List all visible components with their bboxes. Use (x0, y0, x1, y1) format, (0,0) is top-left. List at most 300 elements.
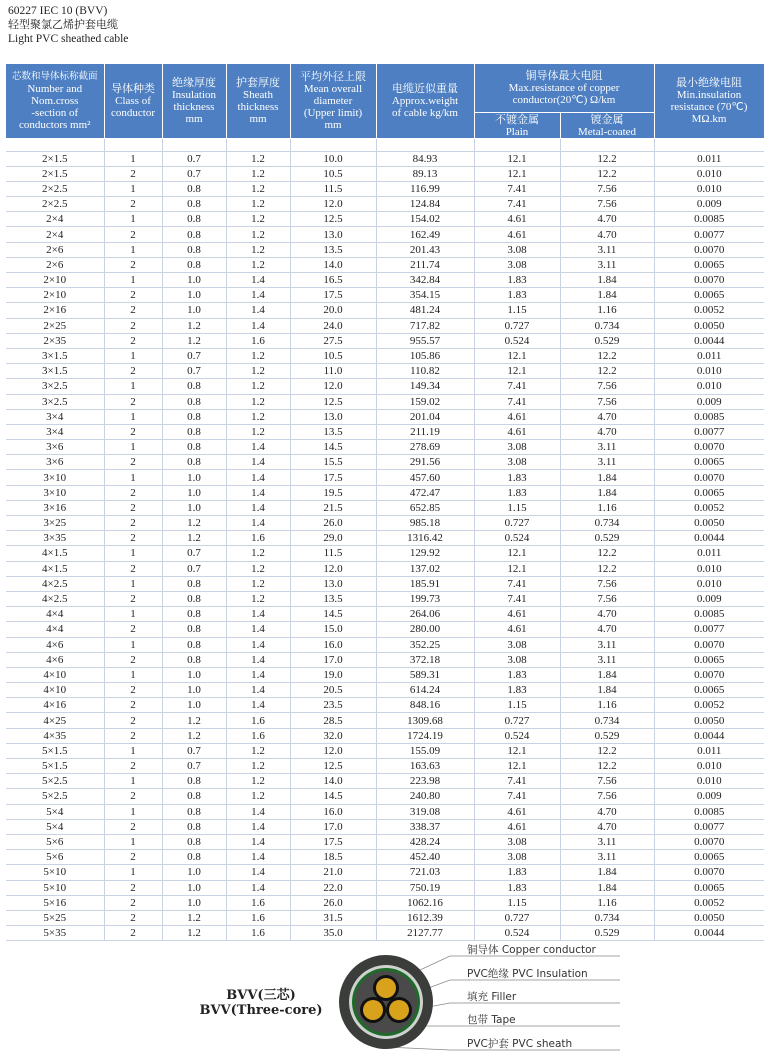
cell-resistance-coated: 1.84 (560, 683, 654, 698)
cell-insulation: 1.0 (162, 485, 226, 500)
cell-weight: 137.02 (376, 561, 474, 576)
cell-cores: 2×6 (6, 242, 104, 257)
cell-weight: 155.09 (376, 743, 474, 758)
cell-insulation: 0.7 (162, 348, 226, 363)
table-row (6, 804, 764, 819)
cell-resistance-coated: 12.2 (560, 364, 654, 379)
copper-conductor (389, 1000, 409, 1020)
cell-sheath: 1.6 (226, 713, 290, 728)
cell-resistance-coated: 4.70 (560, 409, 654, 424)
cell-diameter: 12.5 (290, 759, 376, 774)
cell-resistance-coated: 1.84 (560, 485, 654, 500)
cell-cores: 3×1.5 (6, 364, 104, 379)
cell-sheath: 1.4 (226, 622, 290, 637)
cell-cores: 3×2.5 (6, 394, 104, 409)
cell-diameter: 19.0 (290, 667, 376, 682)
cell-resistance-coated: 1.84 (560, 273, 654, 288)
table-row (6, 561, 764, 576)
cell-resistance-plain: 1.83 (474, 865, 560, 880)
cell-cores: 4×2.5 (6, 591, 104, 606)
cell-diameter: 13.0 (290, 227, 376, 242)
cell-class: 1 (104, 470, 162, 485)
cell-class: 2 (104, 364, 162, 379)
cell-resistance-coated: 4.70 (560, 819, 654, 834)
cell-sheath: 1.2 (226, 591, 290, 606)
cell-insulation-resistance: 0.0065 (654, 850, 764, 865)
cell-resistance-plain: 1.15 (474, 303, 560, 318)
table-row (6, 394, 764, 409)
table-row (6, 455, 764, 470)
cell-resistance-plain: 12.1 (474, 561, 560, 576)
cell-sheath: 1.2 (226, 743, 290, 758)
cell-resistance-plain: 4.61 (474, 424, 560, 439)
cell-sheath: 1.2 (226, 212, 290, 227)
cell-class: 2 (104, 895, 162, 910)
cell-resistance-coated: 4.70 (560, 212, 654, 227)
cell-resistance-plain: 7.41 (474, 591, 560, 606)
table-row (6, 789, 764, 804)
cell-resistance-coated: 12.2 (560, 561, 654, 576)
table-row (6, 364, 764, 379)
cell-weight: 1062.16 (376, 895, 474, 910)
table-row (6, 333, 764, 348)
table-row (6, 227, 764, 242)
cell-insulation: 0.7 (162, 166, 226, 181)
legend-pvc-insulation: PVC绝缘 PVC Insulation (467, 968, 588, 980)
cell-weight: 185.91 (376, 576, 474, 591)
cell-insulation-resistance: 0.0065 (654, 652, 764, 667)
cell-resistance-plain: 1.83 (474, 683, 560, 698)
cell-diameter: 11.0 (290, 364, 376, 379)
cell-resistance-coated: 1.16 (560, 303, 654, 318)
cell-sheath: 1.4 (226, 698, 290, 713)
cell-insulation-resistance: 0.0065 (654, 455, 764, 470)
cell-class: 2 (104, 288, 162, 303)
cell-resistance-plain: 3.08 (474, 637, 560, 652)
legend-tape: 包带 Tape (467, 1014, 516, 1026)
cell-weight: 2127.77 (376, 926, 474, 941)
cell-diameter: 13.5 (290, 424, 376, 439)
table-row (6, 485, 764, 500)
cell-class: 2 (104, 713, 162, 728)
cell-insulation: 0.8 (162, 789, 226, 804)
cell-sheath: 1.2 (226, 197, 290, 212)
cell-cores: 4×4 (6, 607, 104, 622)
cell-sheath: 1.4 (226, 273, 290, 288)
table-row (6, 728, 764, 743)
cell-insulation-resistance: 0.010 (654, 181, 764, 196)
cell-resistance-coated: 0.734 (560, 713, 654, 728)
cell-insulation-resistance: 0.0070 (654, 834, 764, 849)
table-row (6, 591, 764, 606)
cell-resistance-coated: 0.529 (560, 926, 654, 941)
cell-insulation: 0.8 (162, 379, 226, 394)
col-header-metal-coated: 镀金属 Metal-coated (560, 112, 654, 138)
cell-sheath: 1.2 (226, 166, 290, 181)
cell-resistance-plain: 12.1 (474, 151, 560, 166)
cell-insulation: 0.8 (162, 394, 226, 409)
cell-resistance-plain: 0.524 (474, 333, 560, 348)
cell-resistance-plain: 0.524 (474, 728, 560, 743)
cell-weight: 199.73 (376, 591, 474, 606)
cell-cores: 2×2.5 (6, 197, 104, 212)
table-row (6, 698, 764, 713)
cell-insulation-resistance: 0.010 (654, 774, 764, 789)
cell-class: 2 (104, 485, 162, 500)
cell-cores: 4×10 (6, 683, 104, 698)
cell-sheath: 1.2 (226, 181, 290, 196)
cell-class: 1 (104, 151, 162, 166)
cell-insulation: 0.7 (162, 561, 226, 576)
cell-insulation: 1.0 (162, 895, 226, 910)
cell-weight: 472.47 (376, 485, 474, 500)
cell-cores: 2×16 (6, 303, 104, 318)
cell-weight: 84.93 (376, 151, 474, 166)
cell-insulation: 0.7 (162, 546, 226, 561)
cell-class: 1 (104, 546, 162, 561)
cell-insulation: 0.8 (162, 819, 226, 834)
table-row (6, 181, 764, 196)
cell-weight: 721.03 (376, 865, 474, 880)
cell-resistance-plain: 3.08 (474, 440, 560, 455)
cell-sheath: 1.2 (226, 379, 290, 394)
cell-insulation-resistance: 0.010 (654, 561, 764, 576)
cell-resistance-coated: 1.84 (560, 288, 654, 303)
table-row (6, 910, 764, 925)
cell-weight: 750.19 (376, 880, 474, 895)
cell-resistance-plain: 0.727 (474, 910, 560, 925)
cell-insulation: 1.2 (162, 713, 226, 728)
cell-insulation-resistance: 0.0077 (654, 424, 764, 439)
cell-insulation-resistance: 0.0050 (654, 516, 764, 531)
cell-insulation-resistance: 0.009 (654, 591, 764, 606)
cell-weight: 457.60 (376, 470, 474, 485)
cell-insulation-resistance: 0.010 (654, 759, 764, 774)
diagram-caption (186, 988, 336, 1018)
cell-cores: 3×4 (6, 409, 104, 424)
cell-class: 2 (104, 819, 162, 834)
cell-cores: 5×10 (6, 865, 104, 880)
cell-class: 1 (104, 667, 162, 682)
cell-insulation: 1.0 (162, 698, 226, 713)
cell-insulation: 1.2 (162, 728, 226, 743)
cell-weight: 452.40 (376, 850, 474, 865)
cell-resistance-coated: 12.2 (560, 743, 654, 758)
table-row (6, 379, 764, 394)
cell-resistance-plain: 3.08 (474, 242, 560, 257)
cell-insulation-resistance: 0.0050 (654, 910, 764, 925)
cell-sheath: 1.6 (226, 910, 290, 925)
table-row (6, 500, 764, 515)
legend-pvc-sheath: PVC护套 PVC sheath (467, 1038, 573, 1050)
cell-insulation: 0.8 (162, 181, 226, 196)
cell-cores: 5×10 (6, 880, 104, 895)
cell-class: 1 (104, 865, 162, 880)
cell-insulation: 0.8 (162, 227, 226, 242)
cell-weight: 129.92 (376, 546, 474, 561)
cell-sheath: 1.6 (226, 333, 290, 348)
cell-sheath: 1.2 (226, 576, 290, 591)
cell-diameter: 21.5 (290, 500, 376, 515)
cell-diameter: 14.5 (290, 789, 376, 804)
cell-diameter: 14.0 (290, 774, 376, 789)
cell-sheath: 1.4 (226, 652, 290, 667)
legend-filler: 填充 Filler (467, 991, 517, 1003)
cell-insulation-resistance: 0.0052 (654, 500, 764, 515)
cell-insulation: 0.7 (162, 151, 226, 166)
cell-insulation-resistance: 0.0065 (654, 257, 764, 272)
cell-sheath: 1.2 (226, 151, 290, 166)
cell-insulation-resistance: 0.0070 (654, 470, 764, 485)
table-row (6, 622, 764, 637)
cell-resistance-plain: 3.08 (474, 850, 560, 865)
cell-weight: 278.69 (376, 440, 474, 455)
cell-sheath: 1.4 (226, 485, 290, 500)
cell-weight: 201.43 (376, 242, 474, 257)
table-row (6, 470, 764, 485)
cell-sheath: 1.2 (226, 774, 290, 789)
cell-class: 2 (104, 333, 162, 348)
cell-insulation: 1.2 (162, 333, 226, 348)
cell-weight: 211.19 (376, 424, 474, 439)
table-row (6, 865, 764, 880)
cell-weight: 110.82 (376, 364, 474, 379)
standard-code: 60227 IEC 10 (BVV) (8, 5, 108, 17)
cell-cores: 4×4 (6, 622, 104, 637)
cell-diameter: 10.5 (290, 348, 376, 363)
col-header-resistance: 铜导体最大电阻 Max.resistance of copper conductor(20℃) Ω/km (474, 64, 654, 112)
cell-cores: 3×1.5 (6, 348, 104, 363)
cell-cores: 2×4 (6, 212, 104, 227)
cell-class: 2 (104, 424, 162, 439)
cell-diameter: 23.5 (290, 698, 376, 713)
cell-sheath: 1.2 (226, 409, 290, 424)
cell-insulation-resistance: 0.0070 (654, 440, 764, 455)
table-row (6, 409, 764, 424)
cell-class: 2 (104, 197, 162, 212)
cell-cores: 3×6 (6, 455, 104, 470)
cell-diameter: 15.5 (290, 455, 376, 470)
cell-diameter: 12.0 (290, 561, 376, 576)
cell-resistance-plain: 1.83 (474, 273, 560, 288)
cell-insulation-resistance: 0.0052 (654, 698, 764, 713)
cell-resistance-plain: 12.1 (474, 348, 560, 363)
diagram-caption-zh: BVV(三芯) (226, 988, 296, 1003)
cell-insulation: 1.2 (162, 318, 226, 333)
table-row (6, 151, 764, 166)
cell-diameter: 16.5 (290, 273, 376, 288)
cell-class: 2 (104, 728, 162, 743)
cell-sheath: 1.2 (226, 364, 290, 379)
cell-class: 1 (104, 774, 162, 789)
cell-cores: 2×1.5 (6, 151, 104, 166)
cell-diameter: 17.0 (290, 819, 376, 834)
cell-resistance-coated: 4.70 (560, 622, 654, 637)
cell-resistance-plain: 4.61 (474, 804, 560, 819)
cell-weight: 116.99 (376, 181, 474, 196)
cell-insulation-resistance: 0.0050 (654, 713, 764, 728)
cell-class: 1 (104, 834, 162, 849)
cell-insulation: 0.8 (162, 212, 226, 227)
cell-resistance-plain: 4.61 (474, 227, 560, 242)
cell-insulation-resistance: 0.0077 (654, 622, 764, 637)
cell-weight: 652.85 (376, 500, 474, 515)
cell-resistance-plain: 12.1 (474, 546, 560, 561)
cell-class: 1 (104, 242, 162, 257)
cell-diameter: 18.5 (290, 850, 376, 865)
table-header (6, 64, 764, 138)
table-row (6, 743, 764, 758)
cell-cores: 2×6 (6, 257, 104, 272)
cell-insulation-resistance: 0.0085 (654, 607, 764, 622)
cell-insulation: 0.8 (162, 607, 226, 622)
cell-insulation: 0.8 (162, 804, 226, 819)
cable-diagram-area (0, 938, 770, 1059)
cell-class: 2 (104, 561, 162, 576)
cell-weight: 124.84 (376, 197, 474, 212)
cell-resistance-plain: 7.41 (474, 197, 560, 212)
cell-resistance-coated: 1.84 (560, 865, 654, 880)
cell-cores: 2×1.5 (6, 166, 104, 181)
cell-weight: 481.24 (376, 303, 474, 318)
cell-diameter: 31.5 (290, 910, 376, 925)
cell-diameter: 17.5 (290, 470, 376, 485)
cell-diameter: 15.0 (290, 622, 376, 637)
table-row (6, 819, 764, 834)
cell-class: 1 (104, 440, 162, 455)
cell-resistance-plain: 1.15 (474, 698, 560, 713)
cell-cores: 3×25 (6, 516, 104, 531)
cell-sheath: 1.4 (226, 850, 290, 865)
cell-diameter: 12.0 (290, 379, 376, 394)
table-row (6, 531, 764, 546)
cell-diameter: 19.5 (290, 485, 376, 500)
cell-sheath: 1.4 (226, 500, 290, 515)
cell-insulation-resistance: 0.0065 (654, 485, 764, 500)
cell-class: 2 (104, 500, 162, 515)
table-row (6, 774, 764, 789)
diagram-caption-en: BVV(Three-core) (199, 1003, 323, 1018)
cell-class: 2 (104, 227, 162, 242)
cell-resistance-coated: 4.70 (560, 607, 654, 622)
cell-sheath: 1.4 (226, 318, 290, 333)
cell-class: 2 (104, 394, 162, 409)
cell-insulation-resistance: 0.0044 (654, 531, 764, 546)
table-row (6, 546, 764, 561)
cell-weight: 354.15 (376, 288, 474, 303)
cell-cores: 4×6 (6, 652, 104, 667)
cell-cores: 2×2.5 (6, 181, 104, 196)
cell-resistance-coated: 4.70 (560, 227, 654, 242)
table-row (6, 257, 764, 272)
copper-conductor (363, 1000, 383, 1020)
cell-insulation: 0.8 (162, 409, 226, 424)
cell-sheath: 1.4 (226, 637, 290, 652)
table-row (6, 683, 764, 698)
table-body (6, 138, 764, 941)
cell-sheath: 1.4 (226, 303, 290, 318)
table-row (6, 242, 764, 257)
cell-class: 2 (104, 698, 162, 713)
cell-sheath: 1.2 (226, 257, 290, 272)
cell-cores: 2×10 (6, 273, 104, 288)
cell-cores: 5×25 (6, 910, 104, 925)
cell-insulation: 1.0 (162, 303, 226, 318)
cell-resistance-plain: 7.41 (474, 576, 560, 591)
cell-resistance-coated: 1.84 (560, 470, 654, 485)
cell-resistance-coated: 0.734 (560, 516, 654, 531)
table-row (6, 516, 764, 531)
cell-resistance-coated: 7.56 (560, 181, 654, 196)
cell-resistance-plain: 3.08 (474, 257, 560, 272)
cell-cores: 2×10 (6, 288, 104, 303)
col-header-insulation-resistance: 最小绝缘电阻 Min.insulation resistance (70℃) MΩ.km (654, 64, 764, 138)
cell-diameter: 14.5 (290, 440, 376, 455)
cell-weight: 163.63 (376, 759, 474, 774)
col-header-class: 导体种类 Class of conductor (104, 64, 162, 138)
cell-diameter: 11.5 (290, 181, 376, 196)
cell-weight: 614.24 (376, 683, 474, 698)
cell-insulation: 0.8 (162, 242, 226, 257)
cell-insulation-resistance: 0.0065 (654, 683, 764, 698)
cell-class: 2 (104, 531, 162, 546)
cell-insulation-resistance: 0.0070 (654, 242, 764, 257)
cell-diameter: 17.0 (290, 652, 376, 667)
cell-class: 2 (104, 683, 162, 698)
cell-resistance-coated: 1.16 (560, 500, 654, 515)
cell-weight: 280.00 (376, 622, 474, 637)
cell-resistance-plain: 7.41 (474, 774, 560, 789)
cell-resistance-coated: 0.529 (560, 333, 654, 348)
table-row (6, 637, 764, 652)
cell-insulation-resistance: 0.0065 (654, 288, 764, 303)
cell-insulation-resistance: 0.0044 (654, 728, 764, 743)
col-header-plain: 不镀金属 Plain (474, 112, 560, 138)
cell-class: 2 (104, 910, 162, 925)
cell-resistance-plain: 4.61 (474, 409, 560, 424)
cell-weight: 105.86 (376, 348, 474, 363)
cell-insulation: 0.8 (162, 257, 226, 272)
cell-resistance-coated: 3.11 (560, 850, 654, 865)
cell-class: 1 (104, 576, 162, 591)
cell-weight: 848.16 (376, 698, 474, 713)
cell-cores: 4×2.5 (6, 576, 104, 591)
cell-insulation-resistance: 0.010 (654, 364, 764, 379)
cell-class: 2 (104, 926, 162, 941)
cell-cores: 5×2.5 (6, 789, 104, 804)
cell-diameter: 28.5 (290, 713, 376, 728)
cell-resistance-coated: 0.734 (560, 910, 654, 925)
cell-sheath: 1.4 (226, 880, 290, 895)
cell-cores: 2×25 (6, 318, 104, 333)
cell-resistance-plain: 1.15 (474, 500, 560, 515)
cell-cores: 4×6 (6, 637, 104, 652)
cell-resistance-plain: 7.41 (474, 394, 560, 409)
cell-insulation: 0.8 (162, 774, 226, 789)
cell-resistance-plain: 7.41 (474, 379, 560, 394)
table-row (6, 576, 764, 591)
cell-cores: 3×10 (6, 470, 104, 485)
table-row (6, 440, 764, 455)
table-row (6, 348, 764, 363)
col-header-diameter: 平均外径上限 Mean overall diameter (Upper limit) mm (290, 64, 376, 138)
cell-insulation-resistance: 0.0085 (654, 212, 764, 227)
cell-diameter: 12.5 (290, 394, 376, 409)
cell-weight: 291.56 (376, 455, 474, 470)
cell-insulation-resistance: 0.009 (654, 789, 764, 804)
cell-insulation: 1.2 (162, 531, 226, 546)
cell-insulation: 1.0 (162, 288, 226, 303)
